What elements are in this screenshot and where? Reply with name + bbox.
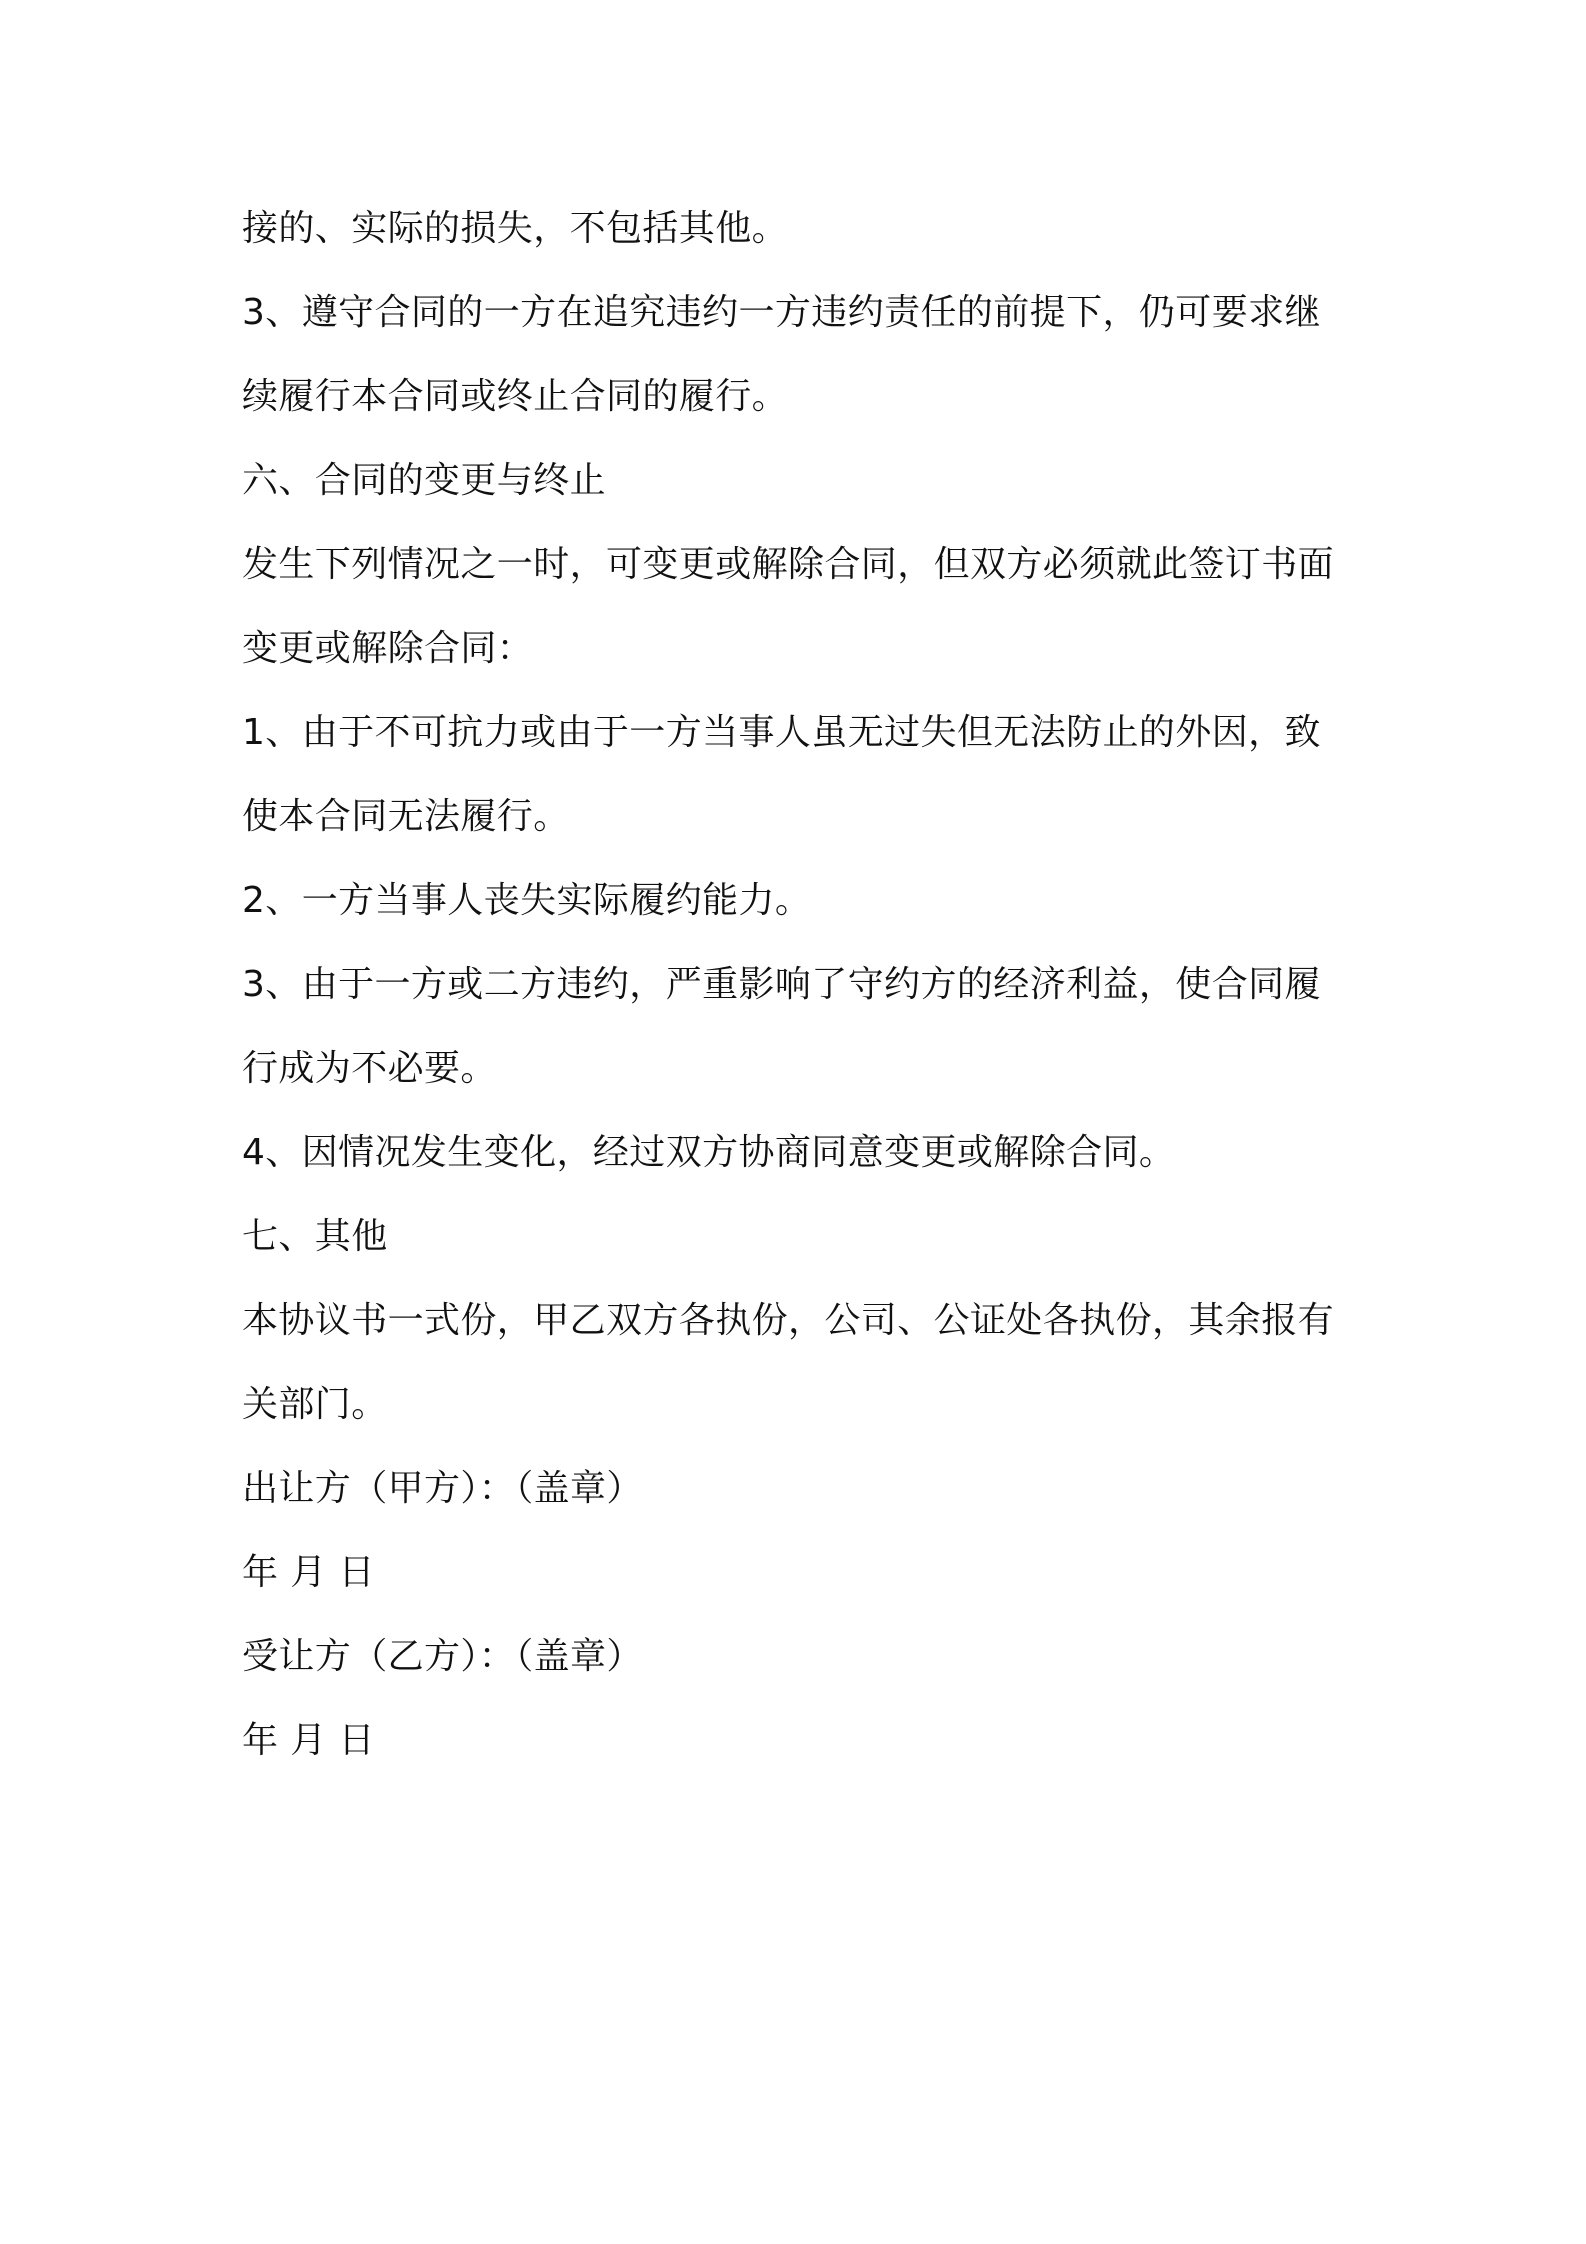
section-6-intro-line-1: 发生下列情况之一时，可变更或解除合同，但双方必须就此签订书面: [242, 544, 1335, 585]
item-3-line-2: 行成为不必要。: [242, 1048, 497, 1089]
item-2: 2、一方当事人丧失实际履约能力。: [242, 880, 812, 921]
section-7-text-line-1: 本协议书一式份，甲乙双方各执份，公司、公证处各执份，其余报有: [242, 1300, 1335, 1341]
clause-3-line-1: 3、遵守合同的一方在追究违约一方违约责任的前提下，仍可要求继: [242, 292, 1321, 333]
text-line-1: 接的、实际的损失，不包括其他。: [242, 208, 789, 249]
party-a-signature-line: 出让方（甲方）：（盖章）: [242, 1468, 643, 1509]
party-a-date-line: 年 月 日: [242, 1552, 375, 1593]
section-6-heading: 六、合同的变更与终止: [242, 460, 607, 501]
item-3-line-1: 3、由于一方或二方违约，严重影响了守约方的经济利益，使合同履: [242, 964, 1321, 1005]
section-6-intro-line-2: 变更或解除合同：: [242, 628, 534, 669]
clause-3-line-2: 续履行本合同或终止合同的履行。: [242, 376, 789, 417]
item-1-line-2: 使本合同无法履行。: [242, 796, 570, 837]
section-7-heading: 七、其他: [242, 1216, 388, 1257]
party-b-date-line: 年 月 日: [242, 1720, 375, 1761]
item-1-line-1: 1、由于不可抗力或由于一方当事人虽无过失但无法防止的外因，致: [242, 712, 1321, 753]
party-b-signature-line: 受让方（乙方）：（盖章）: [242, 1636, 643, 1677]
item-4: 4、因情况发生变化，经过双方协商同意变更或解除合同。: [242, 1132, 1176, 1173]
section-7-text-line-2: 关部门。: [242, 1384, 388, 1425]
